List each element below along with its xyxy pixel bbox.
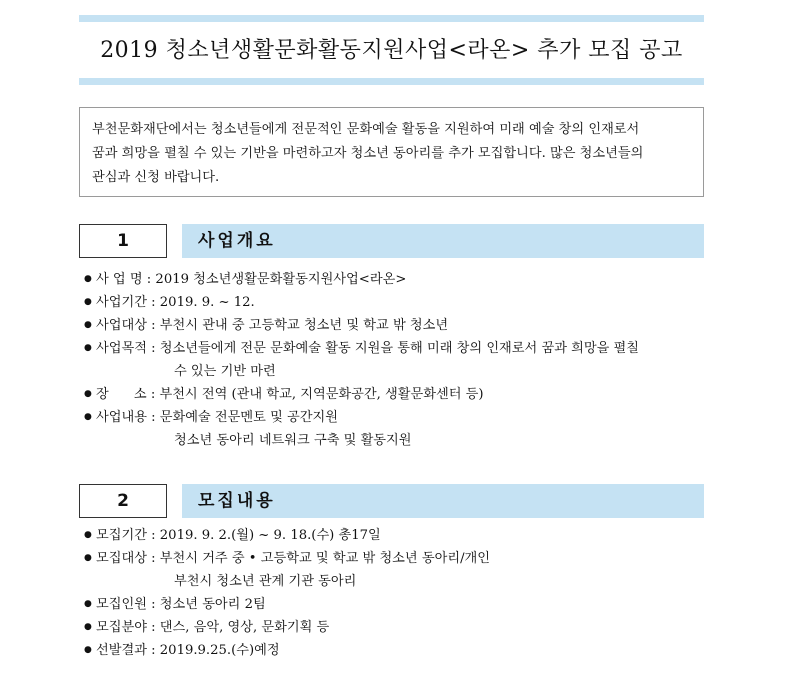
list-item: ● 사업기간 : 2019. 9. ~ 12. — [84, 291, 724, 314]
section-number: 1 — [79, 224, 167, 258]
section-title: 모집내용 — [182, 484, 704, 518]
section-number: 2 — [79, 484, 167, 518]
bullet-icon: ● — [84, 320, 92, 330]
title-underline-bar — [79, 78, 704, 85]
bullet-icon: ● — [84, 274, 92, 284]
list-item: ● 사업목적 : 청소년들에게 전문 문화예술 활동 지원을 통해 미래 창의 인재로서 꿈과 희망을 펼칠 수 있는 기반 마련 — [84, 337, 724, 383]
intro-line: 관심과 신청 바랍니다. — [92, 170, 220, 185]
bullet-icon: ● — [84, 553, 92, 563]
section-title: 사업개요 — [182, 224, 704, 258]
intro-box — [79, 107, 704, 197]
list-item: ● 사 업 명 : 2019 청소년생활문화활동지원사업<라온> — [84, 268, 724, 291]
bullet-icon: ● — [84, 343, 92, 353]
bullet-icon: ● — [84, 622, 92, 632]
list-item: ● 모집인원 : 청소년 동아리 2팀 — [84, 593, 724, 616]
bullet-icon: ● — [84, 530, 92, 540]
list-item: ● 모집분야 : 댄스, 음악, 영상, 문화기획 등 — [84, 616, 724, 639]
intro-line: 부천문화재단에서는 청소년들에게 전문적인 문화예술 활동을 지원하여 미래 예술 창의 인재로서 — [92, 122, 640, 137]
list-item: ● 모집기간 : 2019. 9. 2.(월) ~ 9. 18.(수) 총17일 — [84, 524, 724, 547]
section-1-list — [84, 268, 724, 452]
intro-line: 꿈과 희망을 펼칠 수 있는 기반을 마련하고자 청소년 동아리를 추가 모집합니다. 많은 청소년들의 — [92, 146, 644, 161]
top-accent-bar — [79, 15, 704, 22]
section-header-2 — [79, 484, 704, 520]
bullet-icon: ● — [84, 599, 92, 609]
bullet-icon: ● — [84, 645, 92, 655]
list-item: ● 장 소 : 부천시 전역 (관내 학교, 지역문화공간, 생활문화센터 등) — [84, 383, 724, 406]
bullet-icon: ● — [84, 389, 92, 399]
list-item: ● 모집대상 : 부천시 거주 중 • 고등학교 및 학교 밖 청소년 동아리/개인 부천시 청소년 관계 기관 동아리 — [84, 547, 724, 593]
list-item: ● 사업내용 : 문화예술 전문멘토 및 공간지원 청소년 동아리 네트워크 구축 및 활동지원 — [84, 406, 724, 452]
bullet-icon: ● — [84, 412, 92, 422]
list-item: ● 선발결과 : 2019.9.25.(수)예정 — [84, 639, 724, 662]
section-2-list — [84, 524, 724, 662]
page-title: 2019 청소년생활문화활동지원사업<라온> 추가 모집 공고 — [100, 38, 683, 63]
section-header-1 — [79, 224, 704, 260]
bullet-icon: ● — [84, 297, 92, 307]
list-item: ● 사업대상 : 부천시 관내 중 고등학교 청소년 및 학교 밖 청소년 — [84, 314, 724, 337]
